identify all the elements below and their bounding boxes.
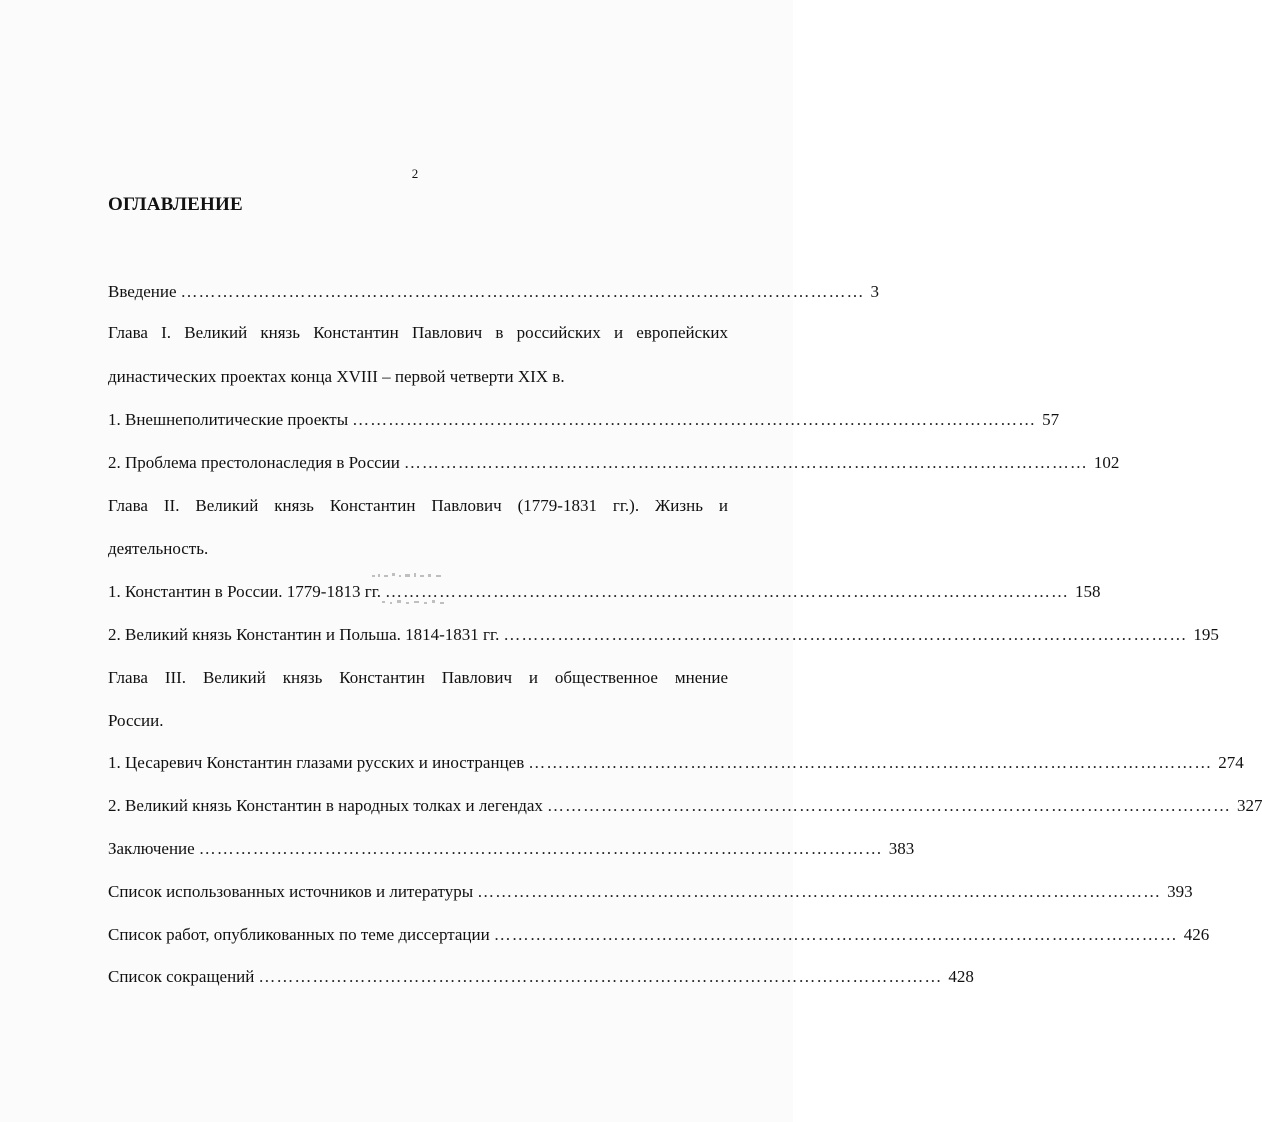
toc-chapter-2-line-2: деятельность. bbox=[108, 539, 209, 558]
toc-entry-page: 428 bbox=[948, 967, 974, 986]
toc-entry-title: Заключение bbox=[108, 839, 195, 858]
toc-entry-title: Список сокращений bbox=[108, 967, 255, 986]
toc-entry-sources bbox=[108, 881, 1193, 903]
toc-entry-works bbox=[108, 924, 1210, 946]
toc-entry-page: 274 bbox=[1218, 753, 1244, 772]
toc-entry-title: 1. Внешнеполитические проекты bbox=[108, 410, 349, 429]
dot-leader: …………………………………………………………………………………………………… bbox=[493, 925, 1178, 944]
toc-entry-page: 195 bbox=[1193, 625, 1219, 644]
faded-stamp-mark bbox=[368, 571, 456, 611]
toc-entry-page: 327 bbox=[1236, 796, 1262, 815]
toc-heading: ОГЛАВЛЕНИЕ bbox=[108, 194, 243, 215]
dot-leader: …………………………………………………………………………………………………… bbox=[180, 282, 865, 301]
toc-entry-title: 1. Константин в России. 1779-1813 гг. bbox=[108, 582, 381, 601]
toc-entry-title: Введение bbox=[108, 282, 177, 301]
page-number: 2 bbox=[411, 166, 419, 181]
toc-chapter-1-line-1: Глава I. Великий князь Константин Павлович в российских и европейских bbox=[108, 323, 728, 342]
toc-chapter-2-line-1: Глава II. Великий князь Константин Павлович (1779-1831 гг.). Жизнь и bbox=[108, 496, 728, 515]
toc-entry-ch1-s1 bbox=[108, 409, 1060, 431]
toc-entry-intro bbox=[108, 281, 880, 303]
toc-entry-conclusion bbox=[108, 838, 915, 860]
toc-entry-page: 393 bbox=[1167, 882, 1193, 901]
toc-entry-page: 158 bbox=[1075, 582, 1101, 601]
toc-entry-page: 426 bbox=[1183, 925, 1210, 944]
dot-leader: …………………………………………………………………………………………………… bbox=[385, 582, 1069, 601]
toc-entry-title: Список работ, опубликованных по теме диссертации bbox=[108, 925, 490, 944]
toc-entry-ch3-s1 bbox=[108, 752, 1244, 774]
toc-entry-page: 3 bbox=[870, 282, 880, 301]
toc-entry-page: 102 bbox=[1093, 453, 1120, 472]
toc-entry-title: 1. Цесаревич Константин глазами русских и иностранцев bbox=[108, 753, 525, 772]
toc-chapter-3-line-2: России. bbox=[108, 711, 164, 730]
dot-leader: …………………………………………………………………………………………………… bbox=[528, 753, 1213, 772]
dot-leader: …………………………………………………………………………………………………… bbox=[503, 625, 1188, 644]
dot-leader: …………………………………………………………………………………………………… bbox=[198, 839, 883, 858]
toc-entry-title: 2. Великий князь Константин в народных толках и легендах bbox=[108, 796, 543, 815]
toc-entry-page: 57 bbox=[1042, 410, 1060, 429]
toc-entry-title: Список использованных источников и литературы bbox=[108, 882, 474, 901]
toc-entry-title: 2. Великий князь Константин и Польша. 1814-1831 гг. bbox=[108, 625, 500, 644]
toc-entry-ch3-s2 bbox=[108, 795, 1262, 817]
toc-entry-title: 2. Проблема престолонаследия в России bbox=[108, 453, 400, 472]
dot-leader: …………………………………………………………………………………………………… bbox=[403, 453, 1088, 472]
toc-entry-abbreviations bbox=[108, 966, 974, 988]
toc-chapter-1-line-2: династических проектах конца XVIII – первой четверти XIX в. bbox=[108, 367, 565, 386]
toc-entry-ch2-s2 bbox=[108, 624, 1219, 646]
dot-leader: …………………………………………………………………………………………………… bbox=[546, 796, 1231, 815]
toc-entry-ch1-s2 bbox=[108, 452, 1120, 474]
toc-chapter-3-line-1: Глава III. Великий князь Константин Павлович и общественное мнение bbox=[108, 668, 728, 687]
dot-leader: …………………………………………………………………………………………………… bbox=[352, 410, 1037, 429]
dot-leader: …………………………………………………………………………………………………… bbox=[477, 882, 1162, 901]
dot-leader: …………………………………………………………………………………………………… bbox=[258, 967, 943, 986]
toc-entry-page: 383 bbox=[888, 839, 915, 858]
